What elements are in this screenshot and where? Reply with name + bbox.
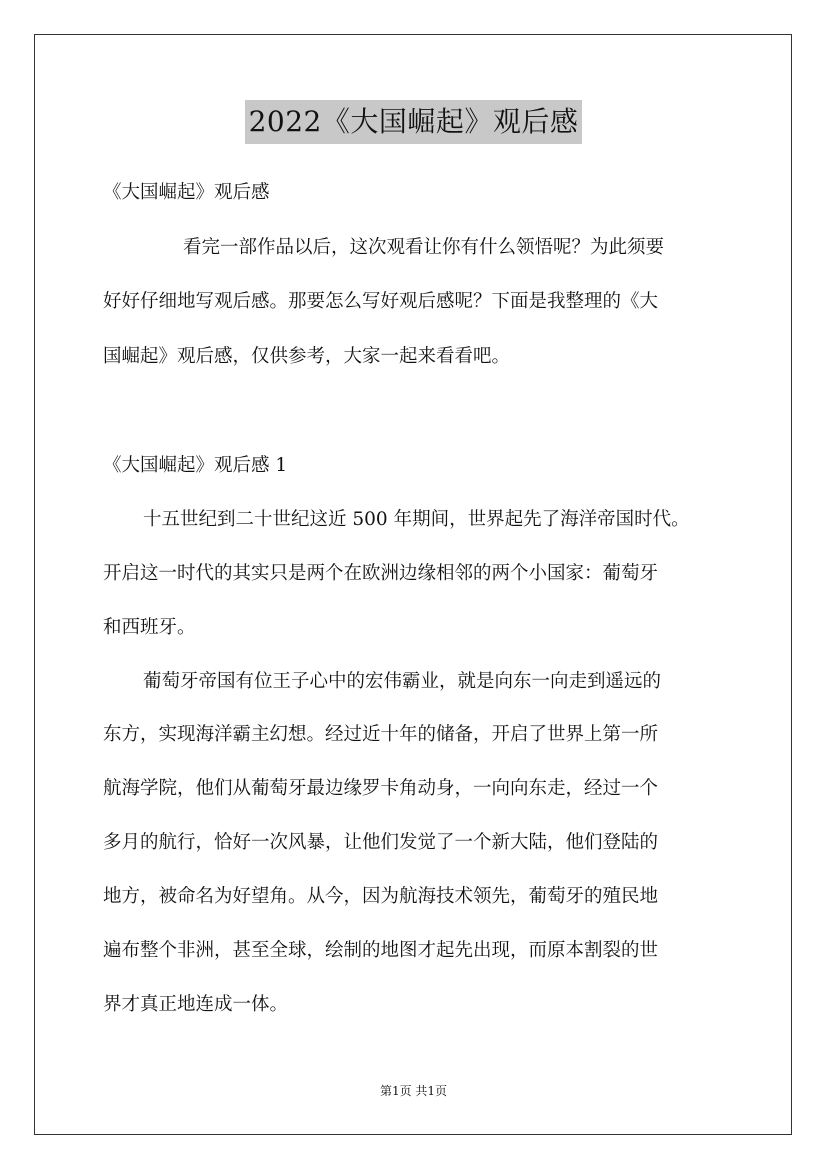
paragraph-line: 多月的航行，恰好一次风暴，让他们发觉了一个新大陆，他们登陆的 <box>103 832 659 853</box>
title-container <box>0 100 827 144</box>
page-footer: 第1页 共1页 <box>379 1084 448 1098</box>
paragraph-line: 开启这一时代的其实只是两个在欧洲边缘相邻的两个小国家：葡萄牙 <box>103 563 659 584</box>
paragraph-line: 航海学院，他们从葡萄牙最边缘罗卡角动身，一向向东走，经过一个 <box>103 778 659 799</box>
paragraph-line: 东方，实现海洋霸主幻想。经过近十年的储备，开启了世界上第一所 <box>103 724 659 745</box>
paragraph-line: 遍布整个非洲，甚至全球，绘制的地图才起先出现，而原本割裂的世 <box>103 940 659 961</box>
paragraph-line: 和西班牙。 <box>103 617 196 638</box>
document-title: 2022《大国崛起》观后感 <box>245 100 583 144</box>
intro-line: 国崛起》观后感，仅供参考，大家一起来看看吧。 <box>103 346 511 367</box>
paragraph-line: 葡萄牙帝国有位王子心中的宏伟霸业，就是向东一向走到遥远的 <box>143 671 662 692</box>
intro-line: 看完一部作品以后，这次观看让你有什么领悟呢？为此须要 <box>183 237 665 258</box>
paragraph-line: 界才真正地连成一体。 <box>103 994 289 1015</box>
section-heading: 《大国崛起》观后感 1 <box>103 455 288 476</box>
paragraph-line: 十五世纪到二十世纪这近 500 年期间，世界起先了海洋帝国时代。 <box>143 509 690 530</box>
document-subtitle: 《大国崛起》观后感 <box>103 182 270 203</box>
intro-line: 好好仔细地写观后感。那要怎么写好观后感呢？下面是我整理的《大 <box>103 291 659 312</box>
paragraph-line: 地方，被命名为好望角。从今，因为航海技术领先，葡萄牙的殖民地 <box>103 886 659 907</box>
